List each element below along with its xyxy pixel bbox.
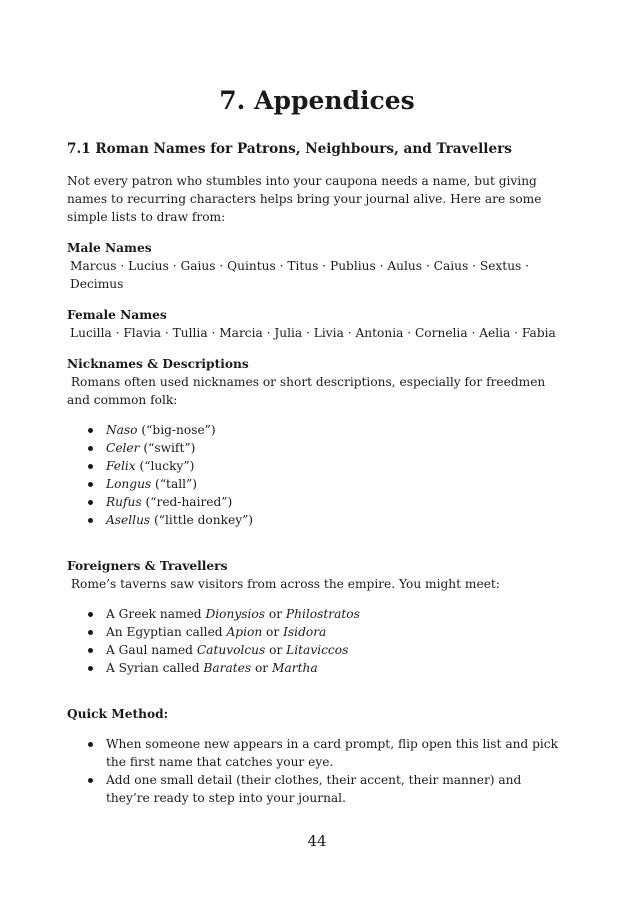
bullet-icon — [88, 428, 93, 433]
nicknames-heading: Nicknames & Descriptions — [67, 357, 249, 371]
nicknames-description: Romans often used nicknames or short descriptions, especially for freedmen and common folk: — [67, 375, 546, 407]
female-names-heading: Female Names — [67, 308, 167, 322]
bullet-icon — [88, 518, 93, 523]
bullet-icon — [88, 464, 93, 469]
nicknames-list — [67, 421, 567, 529]
bullet-icon — [88, 742, 93, 747]
intro-paragraph: Not every patron who stumbles into your caupona needs a name, but giving names to recurring characters helps bring your journal alive. Here are some simple lists to draw from: — [67, 174, 542, 224]
foreigners-heading: Foreigners & Travellers — [67, 559, 228, 573]
quick-method-list — [67, 735, 567, 807]
bullet-icon — [88, 630, 93, 635]
female-names-list: Lucilla · Flavia · Tullia · Marcia · Julia · Livia · Antonia · Cornelia · Aelia · Fabia — [70, 326, 556, 340]
list-item: An Egyptian called Apion or Isidora — [67, 623, 567, 641]
bullet-icon — [88, 500, 93, 505]
bullet-icon — [88, 666, 93, 671]
male-names-heading: Male Names — [67, 241, 152, 255]
list-item: Celer (“swift”) — [67, 439, 567, 457]
list-item: A Gaul named Catuvolcus or Litaviccos — [67, 641, 567, 659]
list-item: Add one small detail (their clothes, their accent, their manner) and they’re ready to step into your journal. — [67, 771, 567, 807]
page-number: 44 — [307, 832, 327, 850]
list-item: A Syrian called Barates or Martha — [67, 659, 567, 677]
list-item: Naso (“big-nose”) — [67, 421, 567, 439]
section-title: 7.1 Roman Names for Patrons, Neighbours, and Travellers — [67, 141, 512, 157]
list-item: When someone new appears in a card prompt, flip open this list and pick the first name that catches your eye. — [67, 735, 567, 771]
list-item: Felix (“lucky”) — [67, 457, 567, 475]
chapter-title: 7. Appendices — [219, 86, 415, 115]
foreigners-description: Rome’s taverns saw visitors from across the empire. You might meet: — [70, 577, 500, 591]
list-item: Rufus (“red-haired”) — [67, 493, 567, 511]
list-item: A Greek named Dionysios or Philostratos — [67, 605, 567, 623]
bullet-icon — [88, 648, 93, 653]
male-names-list: Marcus · Lucius · Gaius · Quintus · Titus · Publius · Aulus · Caius · Sextus · Decimus — [70, 259, 530, 291]
bullet-icon — [88, 446, 93, 451]
list-item: Longus (“tall”) — [67, 475, 567, 493]
page-content — [67, 140, 567, 807]
quick-method-heading: Quick Method: — [67, 707, 169, 721]
foreigners-list — [67, 605, 567, 677]
bullet-icon — [88, 778, 93, 783]
bullet-icon — [88, 612, 93, 617]
bullet-icon — [88, 482, 93, 487]
list-item: Asellus (“little donkey”) — [67, 511, 567, 529]
